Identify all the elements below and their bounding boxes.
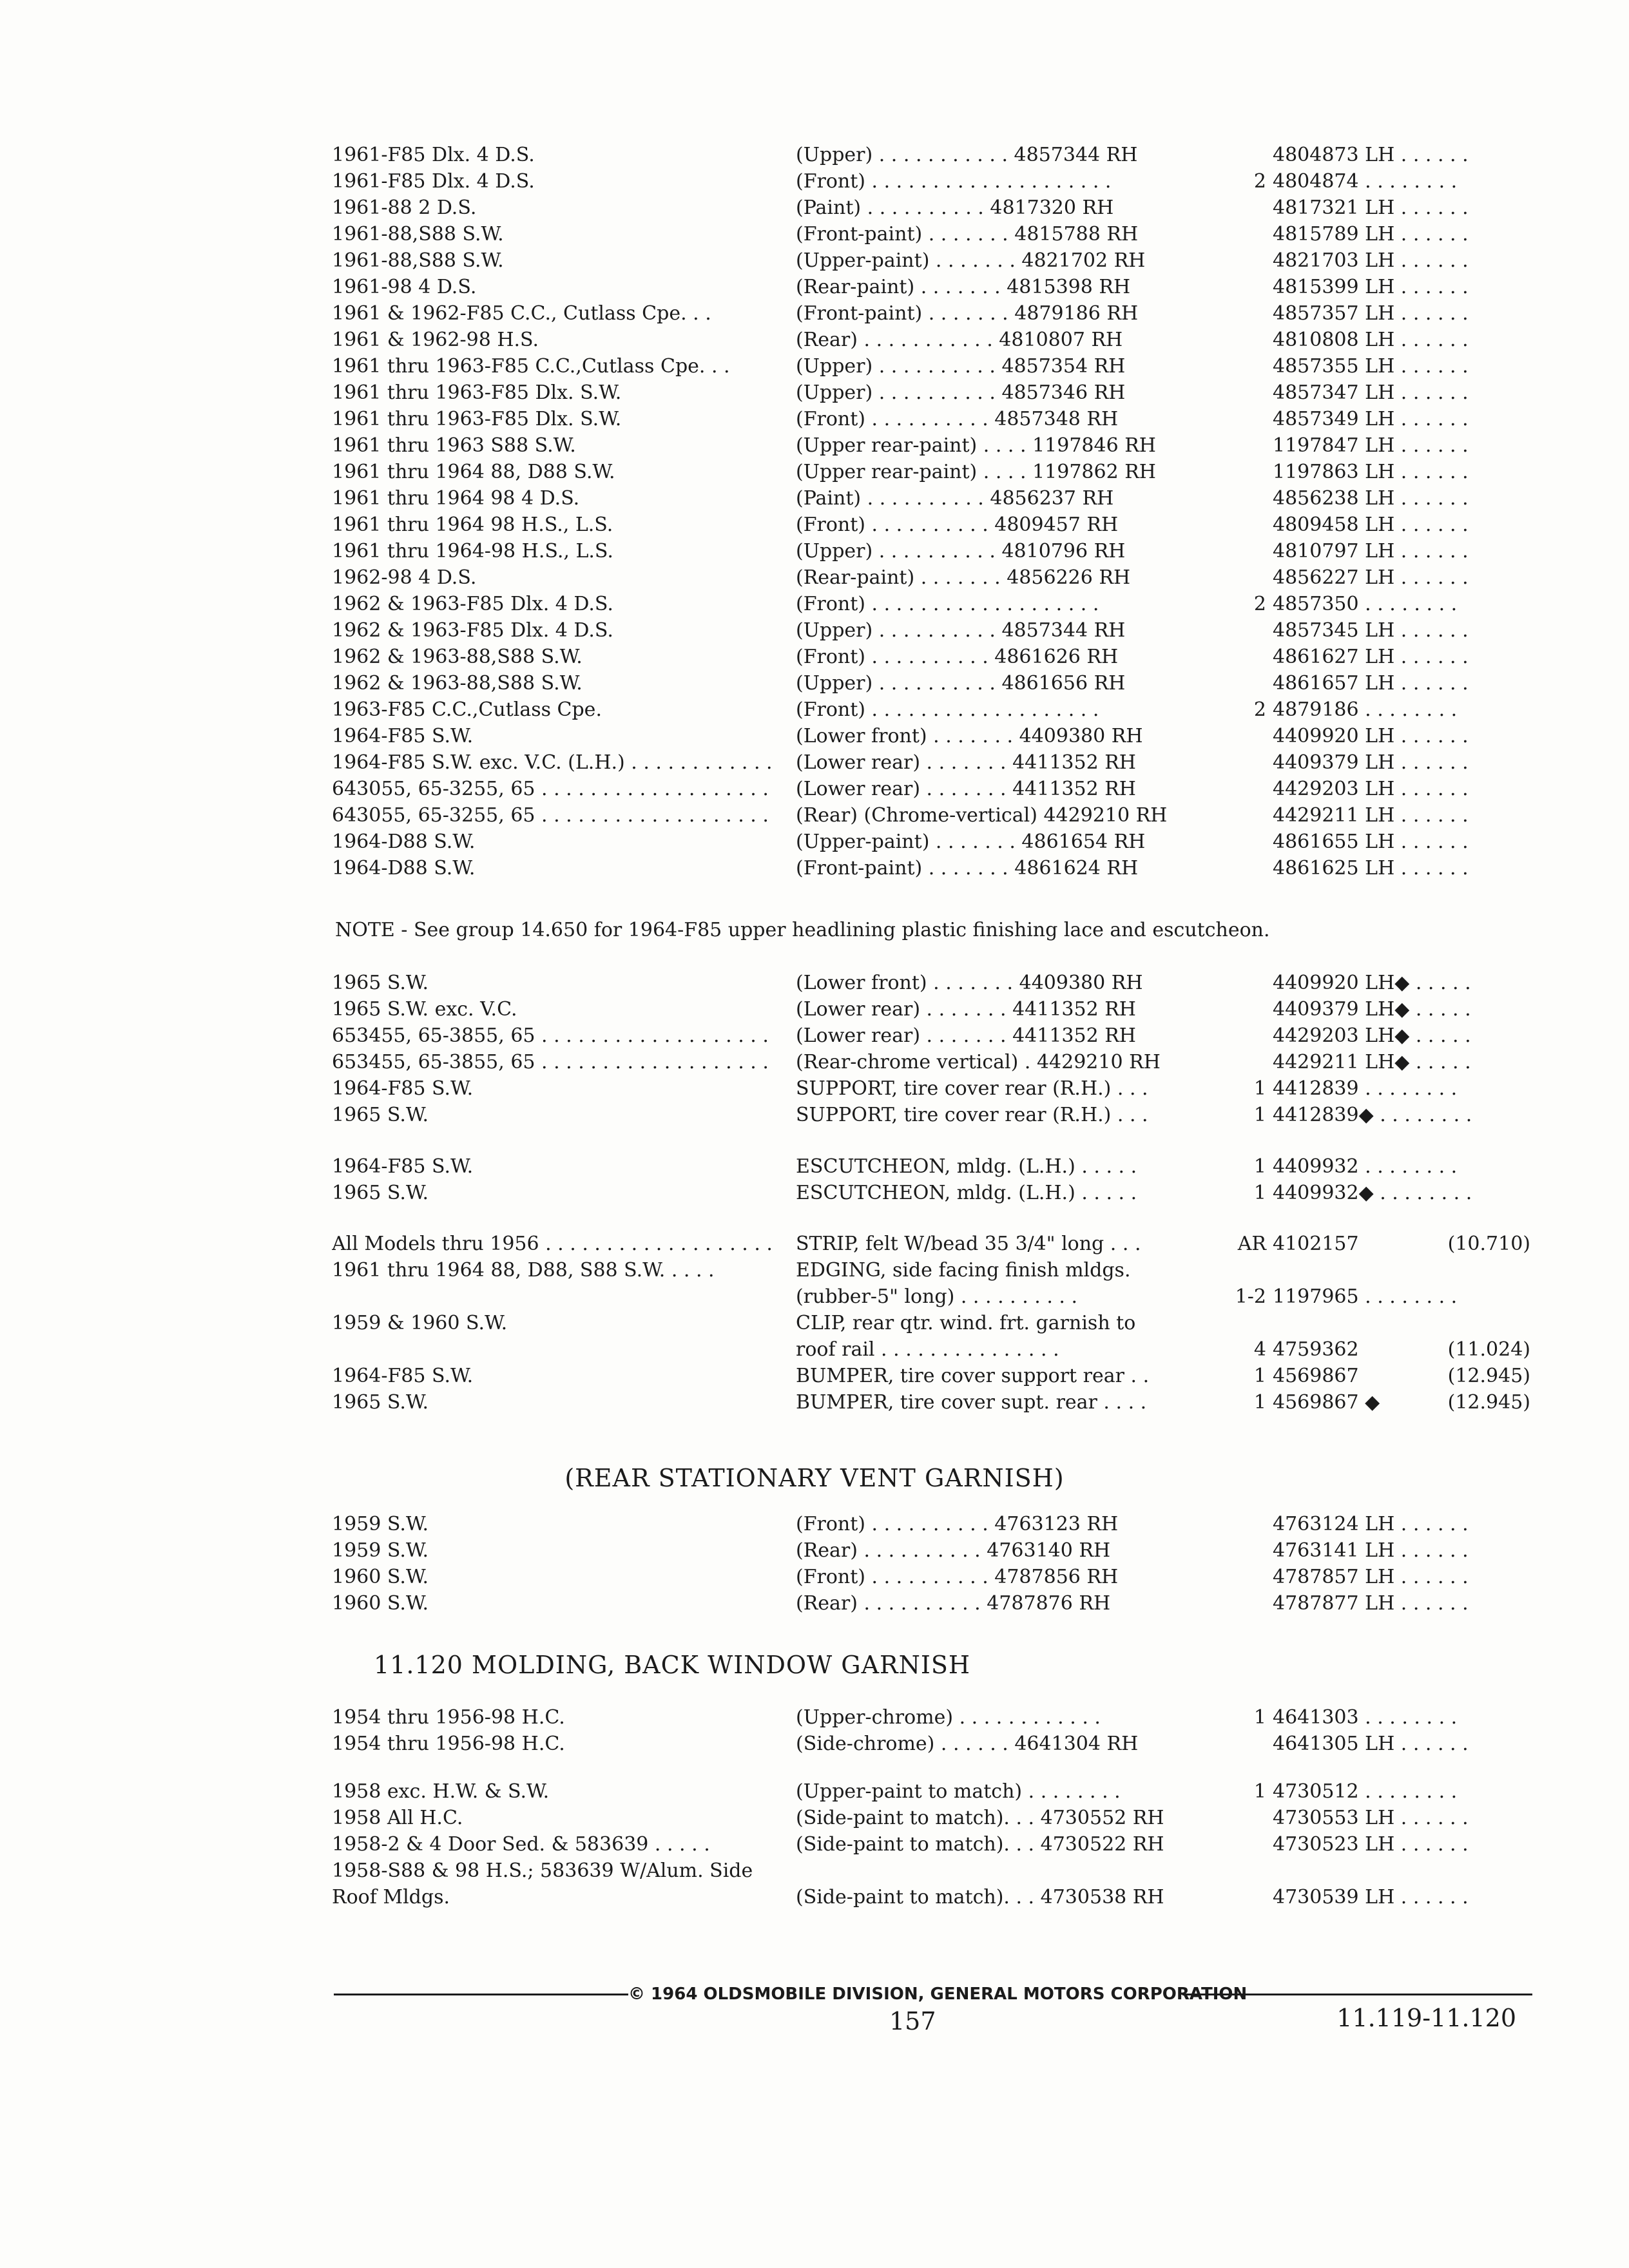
parts-table-misc bbox=[0, 1231, 1629, 1416]
table-row bbox=[0, 1389, 1629, 1416]
model-cell: 1959 S.W. bbox=[332, 1539, 429, 1562]
part-number-cell: 4102157 bbox=[1273, 1233, 1359, 1255]
model-cell: 1958 All H.C. bbox=[332, 1807, 463, 1829]
model-cell: 1961 thru 1964 98 4 D.S. bbox=[332, 487, 580, 510]
model-cell: 1961-F85 Dlx. 4 D.S. bbox=[332, 170, 535, 193]
description-cell: (Front) . . . . . . . . . . 4809457 RH bbox=[796, 514, 1119, 536]
table-row bbox=[0, 1884, 1629, 1910]
model-cell: 1965 S.W. bbox=[332, 1182, 429, 1204]
description-cell: (Lower rear) . . . . . . . 4411352 RH bbox=[796, 998, 1136, 1021]
model-cell: 1961 & 1962-F85 C.C., Cutlass Cpe. . . bbox=[332, 302, 711, 325]
description-cell: (Upper-paint to match) . . . . . . . . bbox=[796, 1780, 1121, 1803]
model-cell: 1961-88,S88 S.W. bbox=[332, 223, 504, 245]
parts-table-vent bbox=[0, 1511, 1629, 1617]
model-cell: All Models thru 1956 . . . bbox=[332, 1231, 776, 1257]
table-row bbox=[0, 1102, 1629, 1128]
model-cell: 1962 & 1963-F85 Dlx. 4 D.S. bbox=[332, 619, 613, 642]
table-row bbox=[0, 1590, 1629, 1617]
part-number-cell: 1197847 LH . . . . . . bbox=[1273, 434, 1469, 457]
group-ref-cell: (12.945) bbox=[1447, 1365, 1530, 1387]
model-cell: 1964-F85 S.W. bbox=[332, 1365, 474, 1387]
group-ref-cell: (12.945) bbox=[1447, 1391, 1530, 1414]
quantity-cell: 2 bbox=[1253, 593, 1266, 615]
table-row bbox=[0, 380, 1629, 406]
model-cell: 643055, 65-3255, 65 . . . bbox=[332, 776, 776, 802]
description-cell: (Front) . . . . . . . . . . . . . . . . . . . . bbox=[796, 170, 1112, 193]
model-cell: 1961-88,S88 S.W. bbox=[332, 249, 504, 272]
model-cell: 1961 thru 1963-F85 Dlx. S.W. bbox=[332, 408, 622, 430]
part-number-cell: 4641305 LH . . . . . . bbox=[1273, 1733, 1469, 1755]
description-cell: (Lower front) . . . . . . . 4409380 RH bbox=[796, 972, 1143, 994]
part-number-cell: 4861627 LH . . . . . . bbox=[1273, 646, 1469, 668]
description-cell: roof rail . . . . . . . . . . . . . . . bbox=[796, 1338, 1059, 1361]
table-row bbox=[0, 406, 1629, 432]
model-cell: 653455, 65-3855, 65 . . . bbox=[332, 1049, 776, 1075]
description-cell: (Front) . . . . . . . . . . . . . . . . . . . bbox=[796, 593, 1099, 615]
description-cell: (Upper rear-paint) . . . . 1197862 RH bbox=[796, 461, 1156, 483]
description-cell: (Side-paint to match). . . 4730552 RH bbox=[796, 1807, 1164, 1829]
description-cell: STRIP, felt W/bead 35 3/4" long . . . bbox=[796, 1233, 1141, 1255]
description-cell: (Rear-paint) . . . . . . . 4856226 RH bbox=[796, 566, 1131, 589]
quantity-cell: 1 bbox=[1253, 1182, 1266, 1204]
part-number-cell: 4857345 LH . . . . . . bbox=[1273, 619, 1469, 642]
part-number-cell: 4759362 bbox=[1273, 1338, 1359, 1361]
table-row bbox=[0, 644, 1629, 670]
part-number-cell: 4861655 LH . . . . . . bbox=[1273, 831, 1469, 853]
table-row bbox=[0, 221, 1629, 247]
part-number-cell: 4409379 LH . . . . . . bbox=[1273, 751, 1469, 774]
description-cell: (Upper-paint) . . . . . . . 4821702 RH bbox=[796, 249, 1146, 272]
table-row bbox=[0, 459, 1629, 485]
group-ref-cell: (10.710) bbox=[1447, 1233, 1530, 1255]
description-cell: (Upper-paint) . . . . . . . 4861654 RH bbox=[796, 831, 1146, 853]
part-number-cell: 4641303 . . . . . . . . bbox=[1273, 1706, 1458, 1729]
part-number-cell: 1197965 . . . . . . . . bbox=[1273, 1285, 1458, 1308]
parts-table-escutcheon bbox=[0, 1153, 1629, 1206]
description-cell: SUPPORT, tire cover rear (R.H.) . . . bbox=[796, 1104, 1148, 1126]
quantity-cell: 1 bbox=[1253, 1780, 1266, 1803]
table-row bbox=[0, 1511, 1629, 1537]
table-row bbox=[0, 1564, 1629, 1590]
parts-table-back-window-paint bbox=[0, 1778, 1629, 1910]
description-cell: (Lower front) . . . . . . . 4409380 RH bbox=[796, 725, 1143, 747]
description-cell: SUPPORT, tire cover rear (R.H.) . . . bbox=[796, 1077, 1148, 1100]
parts-table-garnish bbox=[0, 142, 1629, 881]
footer-copyright: © 1964 OLDSMOBILE DIVISION, GENERAL MOTORS CORPORATION bbox=[628, 1981, 1182, 2007]
description-cell: BUMPER, tire cover support rear . . bbox=[796, 1365, 1150, 1387]
part-number-cell: 4409932◆ . . . . . . . . bbox=[1273, 1182, 1472, 1204]
parts-table-back-window-chrome bbox=[0, 1704, 1629, 1757]
table-row bbox=[0, 591, 1629, 617]
model-cell: 1964-F85 S.W. bbox=[332, 1155, 474, 1178]
part-number-cell: 4861657 LH . . . . . . bbox=[1273, 672, 1469, 695]
table-row bbox=[0, 274, 1629, 300]
description-cell: (rubber-5" long) . . . . . . . . . . bbox=[796, 1285, 1078, 1308]
table-row bbox=[0, 1778, 1629, 1805]
part-number-cell: 4787877 LH . . . . . . bbox=[1273, 1592, 1469, 1615]
description-cell: ESCUTCHEON, mldg. (L.H.) . . . . . bbox=[796, 1155, 1137, 1178]
model-cell: 1964-D88 S.W. bbox=[332, 831, 476, 853]
description-cell: (Paint) . . . . . . . . . . 4817320 RH bbox=[796, 197, 1114, 219]
part-number-cell: 1197863 LH . . . . . . bbox=[1273, 461, 1469, 483]
table-row bbox=[0, 300, 1629, 327]
model-cell: 1961 thru 1963-F85 C.C.,Cutlass Cpe. . . bbox=[332, 355, 730, 378]
page-number: 157 bbox=[889, 2007, 936, 2035]
part-number-cell: 4730553 LH . . . . . . bbox=[1273, 1807, 1469, 1829]
model-cell: 1963-F85 C.C.,Cutlass Cpe. bbox=[332, 698, 602, 721]
model-cell: 1958-S88 & 98 H.S.; 583639 W/Alum. Side bbox=[332, 1860, 753, 1882]
table-row bbox=[0, 327, 1629, 353]
description-cell: (Front) . . . . . . . . . . . . . . . . . . . bbox=[796, 698, 1099, 721]
model-cell: 1961 thru 1964 88, D88, S88 S.W. . . . . bbox=[332, 1259, 715, 1282]
description-cell: (Upper) . . . . . . . . . . 4857344 RH bbox=[796, 619, 1126, 642]
table-row bbox=[0, 970, 1629, 996]
part-number-cell: 4857349 LH . . . . . . bbox=[1273, 408, 1469, 430]
parts-table-1965 bbox=[0, 970, 1629, 1128]
table-row bbox=[0, 1180, 1629, 1206]
description-cell: (Side-paint to match). . . 4730522 RH bbox=[796, 1833, 1164, 1856]
description-cell: (Lower rear) . . . . . . . 4411352 RH bbox=[796, 751, 1136, 774]
model-cell: 1962 & 1963-88,S88 S.W. bbox=[332, 646, 583, 668]
model-cell: 643055, 65-3255, 65 . . . bbox=[332, 802, 776, 829]
table-row bbox=[0, 1805, 1629, 1831]
table-row bbox=[0, 432, 1629, 459]
table-row bbox=[0, 697, 1629, 723]
description-cell: (Front) . . . . . . . . . . 4787856 RH bbox=[796, 1566, 1119, 1588]
model-cell: 1958 exc. H.W. & S.W. bbox=[332, 1780, 550, 1803]
quantity-cell: 2 bbox=[1253, 698, 1266, 721]
part-number-cell: 4804874 . . . . . . . . bbox=[1273, 170, 1458, 193]
table-row bbox=[0, 353, 1629, 380]
description-cell: (Upper) . . . . . . . . . . 4857354 RH bbox=[796, 355, 1126, 378]
part-number-cell: 4569867 ◆ bbox=[1273, 1391, 1380, 1414]
subsection-heading-vent: (REAR STATIONARY VENT GARNISH) bbox=[564, 1464, 1065, 1492]
quantity-cell: AR bbox=[1237, 1233, 1266, 1255]
part-number-cell: 4804873 LH . . . . . . bbox=[1273, 144, 1469, 166]
part-number-cell: 4861625 LH . . . . . . bbox=[1273, 857, 1469, 879]
description-cell: (Front) . . . . . . . . . . 4861626 RH bbox=[796, 646, 1119, 668]
table-row bbox=[0, 538, 1629, 564]
description-cell: (Upper) . . . . . . . . . . . 4857344 RH bbox=[796, 144, 1138, 166]
part-number-cell: 4569867 bbox=[1273, 1365, 1359, 1387]
description-cell: (Upper) . . . . . . . . . . 4857346 RH bbox=[796, 381, 1126, 404]
part-number-cell: 4429211 LH◆ . . . . . bbox=[1273, 1051, 1471, 1073]
table-row bbox=[0, 749, 1629, 776]
model-cell: 1961 thru 1964 88, D88 S.W. bbox=[332, 461, 615, 483]
model-cell: 1964-F85 S.W. bbox=[332, 725, 474, 747]
quantity-cell: 1 bbox=[1253, 1104, 1266, 1126]
part-number-cell: 4809458 LH . . . . . . bbox=[1273, 514, 1469, 536]
table-row bbox=[0, 1831, 1629, 1858]
table-row bbox=[0, 776, 1629, 802]
table-row bbox=[0, 195, 1629, 221]
model-cell: 1961-88 2 D.S. bbox=[332, 197, 477, 219]
description-cell: CLIP, rear qtr. wind. frt. garnish to bbox=[796, 1312, 1136, 1334]
part-number-cell: 4763141 LH . . . . . . bbox=[1273, 1539, 1469, 1562]
part-number-cell: 4857357 LH . . . . . . bbox=[1273, 302, 1469, 325]
table-row bbox=[0, 564, 1629, 591]
description-cell: (Rear-paint) . . . . . . . 4815398 RH bbox=[796, 276, 1131, 298]
table-row bbox=[0, 512, 1629, 538]
part-number-cell: 4429203 LH . . . . . . bbox=[1273, 778, 1469, 800]
table-row bbox=[0, 670, 1629, 697]
model-cell: 1965 S.W. bbox=[332, 1104, 429, 1126]
description-cell: (Upper-chrome) . . . . . . . . . . . . bbox=[796, 1706, 1101, 1729]
description-cell: (Front) . . . . . . . . . . 4763123 RH bbox=[796, 1513, 1119, 1535]
model-cell: 1961 thru 1963-F85 Dlx. S.W. bbox=[332, 381, 622, 404]
quantity-cell: 1 bbox=[1253, 1365, 1266, 1387]
quantity-cell: 1 bbox=[1253, 1706, 1266, 1729]
description-cell: (Upper) . . . . . . . . . . 4861656 RH bbox=[796, 672, 1126, 695]
table-row bbox=[0, 1704, 1629, 1731]
group-ref-cell: (11.024) bbox=[1447, 1338, 1530, 1361]
quantity-cell: 2 bbox=[1253, 170, 1266, 193]
part-number-cell: 4730539 LH . . . . . . bbox=[1273, 1886, 1469, 1908]
model-cell: 1961-F85 Dlx. 4 D.S. bbox=[332, 144, 535, 166]
model-cell: 1965 S.W. bbox=[332, 1391, 429, 1414]
table-row bbox=[0, 723, 1629, 749]
model-cell: 1965 S.W. bbox=[332, 972, 429, 994]
model-cell: 1961 thru 1964 98 H.S., L.S. bbox=[332, 514, 613, 536]
description-cell: (Rear) . . . . . . . . . . 4787876 RH bbox=[796, 1592, 1111, 1615]
part-number-cell: 4821703 LH . . . . . . bbox=[1273, 249, 1469, 272]
description-cell: ESCUTCHEON, mldg. (L.H.) . . . . . bbox=[796, 1182, 1137, 1204]
quantity-cell: 1-2 bbox=[1235, 1285, 1266, 1308]
part-number-cell: 4817321 LH . . . . . . bbox=[1273, 197, 1469, 219]
model-cell: 1965 S.W. exc. V.C. bbox=[332, 998, 517, 1021]
part-number-cell: 4730523 LH . . . . . . bbox=[1273, 1833, 1469, 1856]
model-cell: 1960 S.W. bbox=[332, 1592, 429, 1615]
part-number-cell: 4409932 . . . . . . . . bbox=[1273, 1155, 1458, 1178]
description-cell: (Paint) . . . . . . . . . . 4856237 RH bbox=[796, 487, 1114, 510]
table-row bbox=[0, 1257, 1629, 1283]
table-row bbox=[0, 829, 1629, 855]
model-cell: 1959 S.W. bbox=[332, 1513, 429, 1535]
part-number-cell: 4787857 LH . . . . . . bbox=[1273, 1566, 1469, 1588]
part-number-cell: 4815399 LH . . . . . . bbox=[1273, 276, 1469, 298]
table-row bbox=[0, 1731, 1629, 1757]
description-cell: (Front-paint) . . . . . . . 4879186 RH bbox=[796, 302, 1139, 325]
description-cell: (Rear-chrome vertical) . 4429210 RH bbox=[796, 1051, 1161, 1073]
model-cell: 1961 thru 1964-98 H.S., L.S. bbox=[332, 540, 613, 562]
part-number-cell: 4810797 LH . . . . . . bbox=[1273, 540, 1469, 562]
table-row bbox=[0, 247, 1629, 274]
part-number-cell: 4763124 LH . . . . . . bbox=[1273, 1513, 1469, 1535]
description-cell: (Side-chrome) . . . . . . 4641304 RH bbox=[796, 1733, 1139, 1755]
table-row bbox=[0, 1023, 1629, 1049]
description-cell: EDGING, side facing finish mldgs. bbox=[796, 1259, 1131, 1282]
description-cell: (Front-paint) . . . . . . . 4815788 RH bbox=[796, 223, 1139, 245]
section-heading-11-120: 11.120 MOLDING, BACK WINDOW GARNISH bbox=[374, 1651, 971, 1679]
part-number-cell: 4879186 . . . . . . . . bbox=[1273, 698, 1458, 721]
description-cell: (Lower rear) . . . . . . . 4411352 RH bbox=[796, 1024, 1136, 1047]
table-row bbox=[0, 485, 1629, 512]
table-row bbox=[0, 855, 1629, 881]
quantity-cell: 1 bbox=[1253, 1391, 1266, 1414]
model-cell: 1960 S.W. bbox=[332, 1566, 429, 1588]
table-row bbox=[0, 1231, 1629, 1257]
part-number-cell: 4810808 LH . . . . . . bbox=[1273, 329, 1469, 351]
model-cell: 1962 & 1963-88,S88 S.W. bbox=[332, 672, 583, 695]
part-number-cell: 4429203 LH◆ . . . . . bbox=[1273, 1024, 1471, 1047]
table-row bbox=[0, 802, 1629, 829]
model-cell: 1954 thru 1956-98 H.C. bbox=[332, 1733, 565, 1755]
model-cell: 1964-D88 S.W. bbox=[332, 857, 476, 879]
description-cell: (Side-paint to match). . . 4730538 RH bbox=[796, 1886, 1164, 1908]
note-text: NOTE - See group 14.650 for 1964-F85 upper headlining plastic finishing lace and escutcheon. bbox=[335, 919, 1270, 941]
table-row bbox=[0, 1049, 1629, 1075]
part-number-cell: 4856238 LH . . . . . . bbox=[1273, 487, 1469, 510]
table-row bbox=[0, 1310, 1629, 1336]
model-cell: 1961 thru 1963 S88 S.W. bbox=[332, 434, 576, 457]
description-cell: (Rear) (Chrome-vertical) 4429210 RH bbox=[796, 804, 1168, 827]
section-range: 11.119-11.120 bbox=[1336, 2004, 1516, 2032]
quantity-cell: 4 bbox=[1253, 1338, 1266, 1361]
part-number-cell: 4857350 . . . . . . . . bbox=[1273, 593, 1458, 615]
table-row bbox=[0, 1363, 1629, 1389]
table-row bbox=[0, 617, 1629, 644]
model-cell: 1964-F85 S.W. bbox=[332, 1077, 474, 1100]
description-cell: (Front-paint) . . . . . . . 4861624 RH bbox=[796, 857, 1139, 879]
part-number-cell: 4412839 . . . . . . . . bbox=[1273, 1077, 1458, 1100]
part-number-cell: 4857355 LH . . . . . . bbox=[1273, 355, 1469, 378]
description-cell: (Front) . . . . . . . . . . 4857348 RH bbox=[796, 408, 1119, 430]
table-row bbox=[0, 1537, 1629, 1564]
description-cell: (Rear) . . . . . . . . . . 4763140 RH bbox=[796, 1539, 1111, 1562]
model-cell: 1962 & 1963-F85 Dlx. 4 D.S. bbox=[332, 593, 613, 615]
table-row bbox=[0, 1858, 1629, 1884]
table-row bbox=[0, 168, 1629, 195]
model-cell: 1961-98 4 D.S. bbox=[332, 276, 477, 298]
part-number-cell: 4815789 LH . . . . . . bbox=[1273, 223, 1469, 245]
model-cell: 653455, 65-3855, 65 . . . bbox=[332, 1023, 776, 1049]
model-cell: 1958-2 & 4 Door Sed. & 583639 . . . . . bbox=[332, 1833, 710, 1856]
table-row bbox=[0, 142, 1629, 168]
part-number-cell: 4412839◆ . . . . . . . . bbox=[1273, 1104, 1472, 1126]
part-number-cell: 4730512 . . . . . . . . bbox=[1273, 1780, 1458, 1803]
quantity-cell: 1 bbox=[1253, 1077, 1266, 1100]
model-cell: 1964-F85 S.W. exc. V.C. (L.H.) . . . bbox=[332, 749, 776, 776]
quantity-cell: 1 bbox=[1253, 1155, 1266, 1178]
description-cell: BUMPER, tire cover supt. rear . . . . bbox=[796, 1391, 1147, 1414]
part-number-cell: 4856227 LH . . . . . . bbox=[1273, 566, 1469, 589]
part-number-cell: 4429211 LH . . . . . . bbox=[1273, 804, 1469, 827]
part-number-cell: 4409379 LH◆ . . . . . bbox=[1273, 998, 1471, 1021]
model-cell: 1954 thru 1956-98 H.C. bbox=[332, 1706, 565, 1729]
model-cell: 1962-98 4 D.S. bbox=[332, 566, 477, 589]
part-number-cell: 4857347 LH . . . . . . bbox=[1273, 381, 1469, 404]
table-row bbox=[0, 1283, 1629, 1310]
description-cell: (Upper rear-paint) . . . . 1197846 RH bbox=[796, 434, 1156, 457]
description-cell: (Upper) . . . . . . . . . . 4810796 RH bbox=[796, 540, 1126, 562]
model-cell: 1961 & 1962-98 H.S. bbox=[332, 329, 539, 351]
description-cell: (Rear) . . . . . . . . . . . 4810807 RH bbox=[796, 329, 1123, 351]
model-cell: Roof Mldgs. bbox=[332, 1886, 450, 1908]
table-row bbox=[0, 1075, 1629, 1102]
part-number-cell: 4409920 LH . . . . . . bbox=[1273, 725, 1469, 747]
description-cell: (Lower rear) . . . . . . . 4411352 RH bbox=[796, 778, 1136, 800]
model-cell: 1959 & 1960 S.W. bbox=[332, 1312, 508, 1334]
table-row bbox=[0, 1336, 1629, 1363]
table-row bbox=[0, 1153, 1629, 1180]
table-row bbox=[0, 996, 1629, 1023]
part-number-cell: 4409920 LH◆ . . . . . bbox=[1273, 972, 1471, 994]
